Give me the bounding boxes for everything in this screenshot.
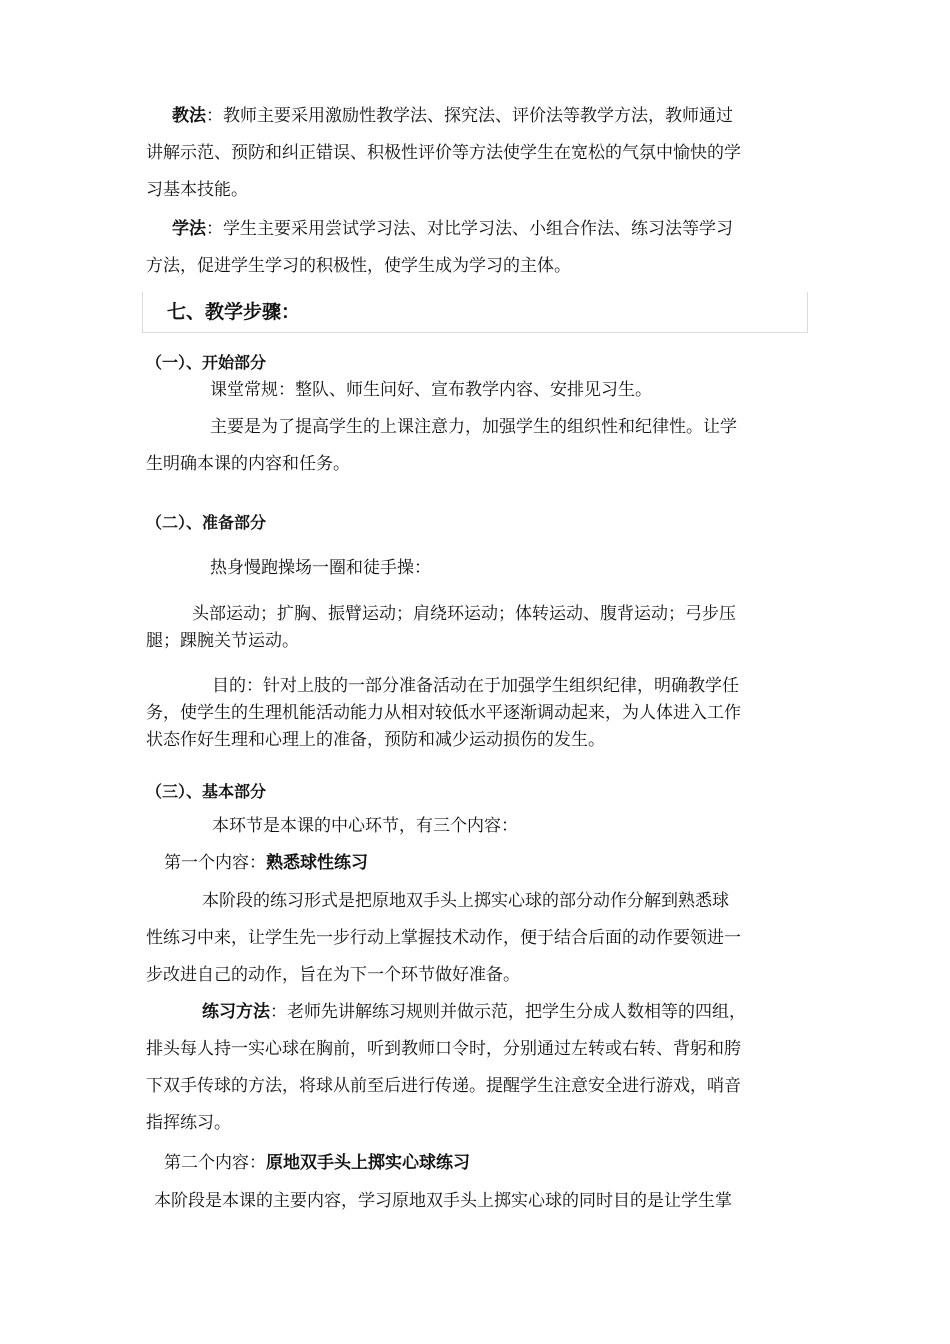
part3-title: （三）、基本部分 — [146, 782, 267, 801]
content1-label: 第一个内容： — [164, 853, 266, 873]
paragraph-line: 本环节是本课的中心环节，有三个内容： — [212, 816, 518, 836]
part2-warmup — [146, 556, 808, 580]
content1-body — [146, 883, 808, 994]
practice-method-paragraph — [146, 994, 808, 1142]
part2-title: （二）、准备部分 — [146, 513, 267, 532]
paragraph-line: 状态作好生理和心理上的准备，预防和减少运动损伤的发生。 — [146, 730, 605, 750]
paragraph-line: ：教师主要采用激励性教学法、探究法、评价法等教学方法，教师通过 — [206, 106, 733, 126]
content2-heading — [146, 1148, 808, 1178]
content2-label: 第二个内容： — [164, 1153, 266, 1173]
paragraph-line: 头部运动；扩胸、振臂运动；肩绕环运动；体转运动、腹背运动；弓步压 — [192, 604, 736, 624]
paragraph-line: 目的：针对上肢的一部分准备活动在于加强学生组织纪律，明确教学任 — [212, 676, 739, 696]
paragraph-line: 热身慢跑操场一圈和徒手操： — [210, 558, 431, 578]
paragraph-line: 本阶段的练习形式是把原地双手头上掷实心球的部分动作分解到熟悉球 — [202, 891, 729, 911]
content1-title: 熟悉球性练习 — [266, 853, 368, 873]
paragraph-line: 务，使学生的生理机能活动能力从相对较低水平逐渐调动起来，为人体进入工作 — [146, 703, 741, 723]
content2-body — [146, 1186, 808, 1216]
paragraph-line: 本阶段是本课的主要内容，学习原地双手头上掷实心球的同时目的是让学生掌 — [154, 1191, 732, 1211]
teaching-method-paragraph — [146, 98, 808, 209]
paragraph-line: 性练习中来，让学生先一步行动上掌握技术动作，便于结合后面的动作要领进一 — [146, 928, 741, 948]
paragraph-line: 主要是为了提高学生的上课注意力，加强学生的组织性和纪律性。让学 — [210, 417, 737, 437]
paragraph-line: 讲解示范、预防和纠正错误、积极性评价等方法使学生在宽松的气氛中愉快的学 — [146, 143, 741, 163]
paragraph-line: 下双手传球的方法，将球从前至后进行传递。提醒学生注意安全进行游戏，哨音 — [146, 1076, 741, 1096]
part2-purpose — [146, 673, 808, 754]
paragraph-line: ：学生主要采用尝试学习法、对比学习法、小组合作法、练习法等学习 — [206, 219, 733, 239]
content1-heading — [146, 848, 808, 878]
paragraph-line: 步改进自己的动作，旨在为下一个环节做好准备。 — [146, 965, 520, 985]
practice-method-label: 练习方法 — [202, 1002, 270, 1022]
part2-exercises — [146, 601, 808, 655]
paragraph-line: 生明确本课的内容和任务。 — [146, 454, 350, 474]
teaching-method-label: 教法 — [172, 106, 206, 126]
learning-method-paragraph — [146, 211, 808, 285]
part3-intro — [146, 812, 808, 840]
part1-body — [146, 372, 808, 483]
section-heading: 七、教学步骤： — [167, 301, 301, 323]
part1-title: （一）、开始部分 — [146, 353, 267, 372]
paragraph-line: 排头每人持一实心球在胸前，听到教师口令时，分别通过左转或右转、背躬和胯 — [146, 1039, 741, 1059]
paragraph-line: 习基本技能。 — [146, 180, 248, 200]
paragraph-line: 腿；踝腕关节运动。 — [146, 631, 299, 651]
content2-title: 原地双手头上掷实心球练习 — [266, 1153, 470, 1173]
paragraph-line: 指挥练习。 — [146, 1113, 231, 1133]
paragraph-line: 课堂常规：整队、师生问好、宣布教学内容、安排见习生。 — [210, 380, 652, 400]
learning-method-label: 学法 — [172, 219, 206, 239]
paragraph-line: ：老师先讲解练习规则并做示范，把学生分成人数相等的四组， — [270, 1002, 746, 1022]
paragraph-line: 方法，促进学生学习的积极性，使学生成为学习的主体。 — [146, 256, 571, 276]
section-heading-box — [142, 292, 808, 333]
